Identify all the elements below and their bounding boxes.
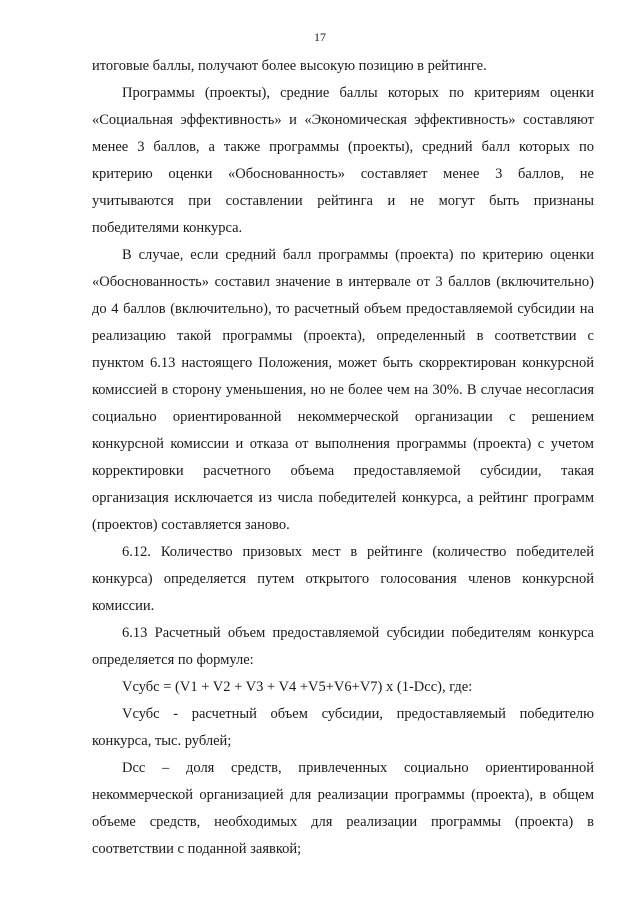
- paragraph-ranking-exclusion: Программы (проекты), средние баллы которых по критериям оценки «Социальная эффективность» и «Экономическая эффективность» составляют менее 3 баллов, а также программы (проекты), средний балл которых по критерию оценки «Обоснованность» составляет менее 3 баллов, не учитываются при составлении рейтинга и не могут быть признаны победителями конкурса.: [92, 85, 594, 236]
- paragraph-6-13: 6.13 Расчетный объем предоставляемой субсидии победителям конкурса определяется по формуле:: [92, 625, 594, 668]
- definition-vsubs: Vсубс - расчетный объем субсидии, предоставляемый победителю конкурса, тыс. рублей;: [92, 706, 594, 749]
- page-number: 17: [314, 30, 326, 44]
- definition-dss: Dсс – доля средств, привлеченных социально ориентированной некоммерческой организацией для реализации программы (проекта), в общем объеме средств, необходимых для реализации программы (проекта) в соответствии с поданной заявкой;: [92, 760, 594, 857]
- document-body: [92, 53, 594, 863]
- paragraph-subsidy-adjustment: В случае, если средний балл программы (проекта) по критерию оценки «Обоснованность» составил значение в интервале от 3 баллов (включительно) до 4 баллов (включительно), то расчетный объем предоставляемой субсидии на реализацию такой программы (проекта), определенный в соответствии с пунктом 6.13 настоящего Положения, может быть скорректирован конкурсной комиссией в сторону уменьшения, но не более чем на 30%. В случае несогласия социально ориентированной некоммерческой организации с решением конкурсной комиссии и отказа от выполнения программы (проекта) с учетом корректировки расчетного объема предоставляемой субсидии, такая организация исключается из числа победителей конкурса, а рейтинг программ (проектов) составляется заново.: [92, 247, 594, 533]
- paragraph-continuation: итоговые баллы, получают более высокую позицию в рейтинге.: [92, 58, 487, 74]
- subsidy-formula: Vсубс = (V1 + V2 + V3 + V4 +V5+V6+V7) х (1-Dсс), где:: [122, 679, 473, 695]
- paragraph-6-12: 6.12. Количество призовых мест в рейтинге (количество победителей конкурса) определяется путем открытого голосования членов конкурсной комиссии.: [92, 544, 594, 614]
